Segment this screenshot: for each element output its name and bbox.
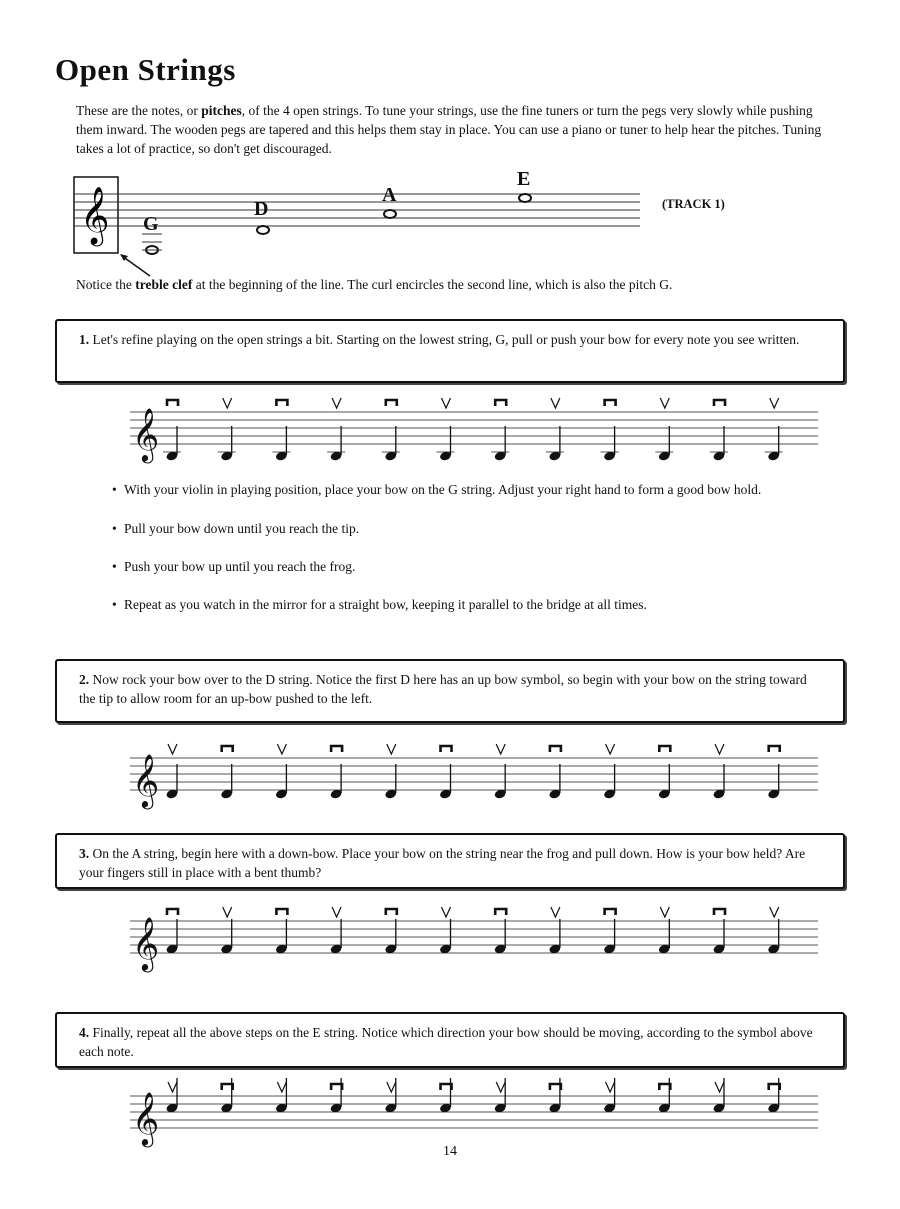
note-d xyxy=(257,226,269,234)
down-bow-icon xyxy=(659,746,670,752)
exercise-2-box xyxy=(55,659,845,723)
intro-term-pitches: pitches xyxy=(201,103,242,118)
bowing-instructions-list xyxy=(110,481,810,614)
down-bow-icon xyxy=(714,400,725,406)
exercise-2-text: 2. Now rock your bow over to the D string. Notice the first D here has an up bow symbol, so begin with your bow on the string toward the tip to allow room for an up-bow pushed to the left. xyxy=(79,672,807,706)
pitch-label-a: A xyxy=(382,184,397,206)
down-bow-icon xyxy=(605,909,616,915)
up-bow-icon xyxy=(496,744,505,754)
exercise-3-text: 3. On the A string, begin here with a down-bow. Place your bow on the string near the frog and pull down. How is your bow held? Are your fingers still in place with a bent thumb? xyxy=(79,846,806,880)
pitch-label-d: D xyxy=(254,198,269,220)
page-title: Open Strings xyxy=(55,52,236,87)
page-number: 14 xyxy=(443,1144,457,1159)
up-bow-icon xyxy=(387,1082,396,1092)
down-bow-icon xyxy=(550,746,561,752)
down-bow-icon xyxy=(167,909,178,915)
exercise-2-staff xyxy=(130,736,820,816)
down-bow-icon xyxy=(769,746,780,752)
up-bow-icon xyxy=(442,907,451,917)
treble-clef-icon: 𝄞 xyxy=(132,916,160,970)
up-bow-icon xyxy=(168,1082,177,1092)
down-bow-icon xyxy=(495,909,506,915)
intro-text-1: These are the notes, or xyxy=(76,103,202,118)
up-bow-icon xyxy=(223,907,232,917)
down-bow-icon xyxy=(276,400,287,406)
treble-clef-icon: 𝄞 xyxy=(132,753,160,807)
pitch-label-e: E xyxy=(517,168,531,190)
treble-clef-pointer-arrow xyxy=(122,256,150,276)
track-label: (TRACK 1) xyxy=(662,197,725,211)
up-bow-icon xyxy=(715,1082,724,1092)
down-bow-icon xyxy=(331,746,342,752)
down-bow-icon xyxy=(605,400,616,406)
list-item: • Repeat as you watch in the mirror for a straight bow, keeping it parallel to the bridge at all times. xyxy=(110,596,810,614)
up-bow-icon xyxy=(277,744,286,754)
up-bow-icon xyxy=(551,398,560,408)
up-bow-icon xyxy=(715,744,724,754)
exercise-4-box xyxy=(55,1012,845,1068)
up-bow-icon xyxy=(551,907,560,917)
up-bow-icon xyxy=(277,1082,286,1092)
down-bow-icon xyxy=(222,746,233,752)
up-bow-icon xyxy=(223,398,232,408)
exercise-1-text: 1. Let's refine playing on the open strings a bit. Starting on the lowest string, G, pull or push your bow for every note you see written. xyxy=(79,332,800,347)
down-bow-icon xyxy=(441,746,452,752)
treble-clef-icon: 𝄞 xyxy=(80,186,110,244)
down-bow-icon xyxy=(495,400,506,406)
down-bow-icon xyxy=(714,909,725,915)
exercise-1-staff xyxy=(130,390,820,470)
exercise-3-box xyxy=(55,833,845,889)
intro-text-2: , of the 4 open strings. To tune your strings, use the fine tuners or turn the pegs very slowly while pushing them inward. The wooden pegs are tapered and this helps them stay in place. You can use a piano or tuner to help hear the pitches. Tuning takes a lot of practice, so don't get discouraged. xyxy=(76,103,822,156)
exercise-1-box xyxy=(55,319,845,383)
note-a xyxy=(384,210,396,218)
up-bow-icon xyxy=(606,744,615,754)
down-bow-icon xyxy=(276,909,287,915)
list-item: • Pull your bow down until you reach the tip. xyxy=(110,520,810,538)
up-bow-icon xyxy=(387,744,396,754)
up-bow-icon xyxy=(496,1082,505,1092)
treble-clef-icon: 𝄞 xyxy=(132,407,160,461)
exercise-3-staff xyxy=(130,899,820,979)
note-e xyxy=(519,194,531,202)
down-bow-icon xyxy=(167,400,178,406)
intro-paragraph xyxy=(76,101,838,158)
down-bow-icon xyxy=(386,909,397,915)
up-bow-icon xyxy=(770,398,779,408)
treble-clef-icon: 𝄞 xyxy=(132,1091,160,1145)
up-bow-icon xyxy=(606,1082,615,1092)
open-strings-staff xyxy=(70,168,670,278)
exercise-4-staff xyxy=(130,1074,820,1154)
list-item: • Push your bow up until you reach the frog. xyxy=(110,558,810,576)
up-bow-icon xyxy=(660,907,669,917)
caption-term-treble-clef: treble clef xyxy=(135,277,193,292)
up-bow-icon xyxy=(660,398,669,408)
up-bow-icon xyxy=(332,398,341,408)
up-bow-icon xyxy=(168,744,177,754)
up-bow-icon xyxy=(442,398,451,408)
down-bow-icon xyxy=(386,400,397,406)
exercise-4-text: 4. Finally, repeat all the above steps on the E string. Notice which direction your bow should be moving, according to the symbol above each note. xyxy=(79,1025,813,1059)
pitch-label-g: G xyxy=(143,213,159,235)
treble-clef-caption: Notice the treble clef at the beginning of the line. The curl encircles the second line, which is also the pitch G. xyxy=(76,277,673,292)
list-item: • With your violin in playing position, place your bow on the G string. Adjust your right hand to form a good bow hold. xyxy=(110,481,810,499)
up-bow-icon xyxy=(332,907,341,917)
up-bow-icon xyxy=(770,907,779,917)
